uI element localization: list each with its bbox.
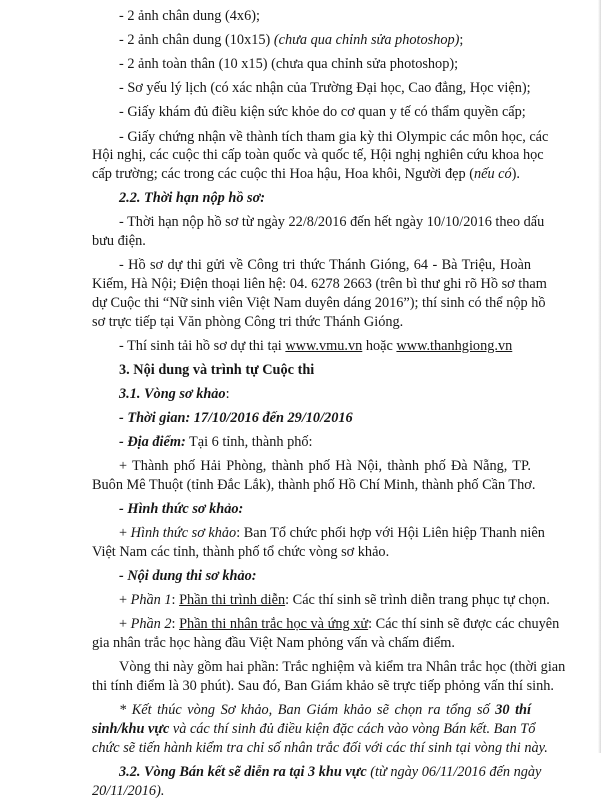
text-run: - Nội dung thi sơ khảo: <box>119 568 257 584</box>
text-run: gia nhân trắc học hàng đầu Việt Nam phỏng vấn và chấm điểm. <box>92 635 455 651</box>
text-run: - 2 ảnh chân dung (10x15) <box>119 32 274 48</box>
text-run: thi tính điểm là 30 phút). Sau đó, Ban Giám khảo sẽ trực tiếp phỏng vấn thí sinh. <box>92 678 555 694</box>
text-line <box>119 433 601 451</box>
text-run: Phần 1 <box>130 592 172 608</box>
text-run: dự Cuộc thi “Nữ sinh viên Việt Nam duyên dáng 2016”); thí sinh có thể nộp hồ <box>92 295 546 311</box>
text-run: - Hình thức sơ khảo: <box>119 501 244 517</box>
text-run: bưu điện. <box>92 233 146 249</box>
text-run: Phần 2 <box>130 616 172 632</box>
text-run: - Địa điểm: <box>119 434 186 450</box>
text-run: Hội nghị, các cuộc thi cấp toàn quốc và quốc tế, Hội nghị nghiên cứu khoa học <box>92 147 544 163</box>
text-run: + <box>119 525 131 541</box>
text-run: Kiếm, Hà Nội; Điện thoại liên hệ: 04. 6278 2663 (trên bì thư ghi rõ Hồ sơ tham <box>92 276 547 292</box>
text-run: www.vmu.vn <box>285 338 363 354</box>
text-run: ). <box>511 166 521 182</box>
text-line <box>119 385 601 403</box>
text-line <box>92 739 601 757</box>
text-line <box>119 128 601 146</box>
text-line <box>119 500 601 518</box>
text-run: - Thời hạn nộp hồ sơ từ ngày 22/8/2016 đến hết ngày 10/10/2016 theo dấu <box>119 214 545 230</box>
text-run: Hình thức sơ khảo <box>130 525 237 541</box>
text-run: Phần thi nhân trắc học và ứng xử <box>179 616 369 632</box>
text-run: - Giấy khám đủ điều kiện sức khỏe do cơ quan y tế có thẩm quyền cấp; <box>119 104 526 120</box>
text-run: chức sẽ tiến hành kiểm tra chỉ số nhân trắc đối với các thí sinh tại vòng thi này. <box>92 740 548 756</box>
text-run: : <box>171 592 180 608</box>
text-line <box>92 720 601 738</box>
text-run: www.thanhgiong.vn <box>396 338 513 354</box>
text-line <box>92 543 601 561</box>
text-run: : <box>225 386 230 402</box>
text-line <box>119 256 601 274</box>
text-line <box>92 294 601 312</box>
text-run: Việt Nam các tỉnh, thành phố tổ chức vòng sơ khảo. <box>92 544 390 560</box>
text-line <box>119 189 601 207</box>
text-line <box>119 31 601 49</box>
text-line <box>119 591 601 609</box>
text-run: Buôn Mê Thuột (tỉnh Đắc Lắk), thành phố Hồ Chí Minh, thành phố Cần Thơ. <box>92 477 536 493</box>
text-line <box>119 567 601 585</box>
text-run: : Các thí sinh sẽ được các chuyên <box>368 616 560 632</box>
text-run: Vòng thi này gồm hai phần: Trắc nghiệm và kiểm tra Nhân trắc học (thời gian <box>119 659 566 675</box>
text-run: - 2 ảnh toàn thân (10 x15) (chưa qua chỉnh sửa photoshop); <box>119 56 459 72</box>
text-run: - Thời gian: 17/10/2016 đến 29/10/2016 <box>119 410 353 426</box>
text-line <box>119 457 601 475</box>
text-run: nếu có <box>473 166 512 182</box>
text-line <box>119 763 601 781</box>
text-run: (chưa qua chỉnh sửa photoshop) <box>273 32 460 48</box>
text-run: hoặc <box>362 338 397 354</box>
text-line <box>119 658 601 676</box>
text-line <box>119 524 601 542</box>
text-line <box>119 79 601 97</box>
text-line <box>92 782 601 800</box>
text-run: 20/11/2016). <box>92 783 165 799</box>
text-run: 3.1. Vòng sơ khảo <box>119 386 226 402</box>
text-run: và các thí sinh đủ điều kiện đặc cách vào vòng Bán kết. Ban Tổ <box>169 721 536 737</box>
text-run: - Sơ yếu lý lịch (có xác nhận của Trường Đại học, Cao đẳng, Học viện); <box>119 80 531 96</box>
text-line <box>119 213 601 231</box>
text-line <box>119 55 601 73</box>
text-line <box>119 409 601 427</box>
text-run: 2.2. Thời hạn nộp hồ sơ: <box>119 190 266 206</box>
text-line <box>119 361 601 379</box>
text-line <box>92 313 601 331</box>
text-run: 3. Nội dung và trình tự Cuộc thi <box>119 362 315 378</box>
text-line <box>119 337 601 355</box>
text-line <box>92 146 601 164</box>
text-line <box>119 615 601 633</box>
text-run: - 2 ảnh chân dung (4x6); <box>119 8 260 24</box>
text-run: : Các thí sinh sẽ trình diễn trang phục tự chọn. <box>285 592 550 608</box>
text-run: (từ ngày 06/11/2016 đến ngày <box>366 764 542 780</box>
text-line <box>92 275 601 293</box>
text-line <box>92 677 601 695</box>
text-run: + <box>119 616 131 632</box>
text-run: sinh/khu vực <box>92 721 170 737</box>
text-run: ; <box>459 32 464 48</box>
text-run: 3.2. Vòng Bán kết sẽ diễn ra tại 3 khu vực <box>119 764 367 780</box>
text-run: - Giấy chứng nhận về thành tích tham gia kỳ thi Olympic các môn học, các <box>119 129 549 145</box>
text-line <box>92 232 601 250</box>
text-run: - Thí sinh tải hồ sơ dự thi tại <box>119 338 286 354</box>
text-line <box>119 7 601 25</box>
text-run: 30 thí <box>495 702 531 718</box>
text-run: * Kết thúc vòng Sơ khảo, Ban Giám khảo sẽ chọn ra tổng số <box>119 702 496 718</box>
text-run: + Thành phố Hải Phòng, thành phố Hà Nội, thành phố Đà Nẵng, TP. <box>119 458 531 474</box>
text-run: Phần thi trình diễn <box>179 592 286 608</box>
text-run: : <box>171 616 180 632</box>
text-run: cấp trường; các trong các cuộc thi Hoa hậu, Hoa khôi, Người đẹp ( <box>92 166 474 182</box>
text-line <box>92 165 601 183</box>
text-line <box>119 701 601 719</box>
text-run: : Ban Tổ chức phối hợp với Hội Liên hiệp Thanh niên <box>236 525 545 541</box>
text-run: sơ trực tiếp tại Văn phòng Công tri thức Thánh Gióng. <box>92 314 404 330</box>
text-run: - Hồ sơ dự thi gửi về Công tri thức Thánh Gióng, 64 - Bà Triệu, Hoàn <box>119 257 531 273</box>
text-line <box>92 476 601 494</box>
text-run: Tại 6 tỉnh, thành phố: <box>185 434 313 450</box>
text-line <box>119 103 601 121</box>
text-run: + <box>119 592 131 608</box>
text-line <box>92 634 601 652</box>
